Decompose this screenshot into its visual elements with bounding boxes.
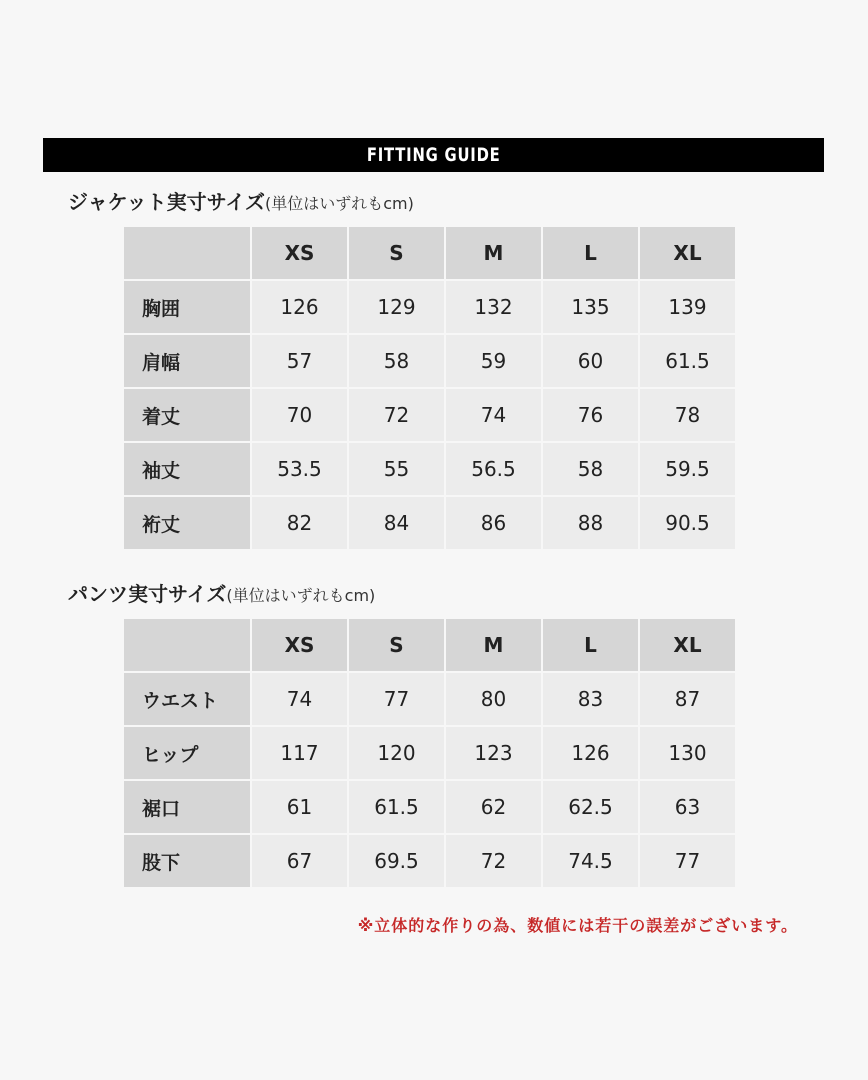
jacket-unit-text: (単位はいずれもcm) (265, 194, 414, 213)
table-cell: 62 (446, 781, 541, 833)
row-label: 股下 (124, 835, 250, 887)
table-cell: 62.5 (543, 781, 638, 833)
table-cell: 72 (349, 389, 444, 441)
table-cell: 82 (252, 497, 347, 549)
table-cell: 130 (640, 727, 735, 779)
row-label: ヒップ (124, 727, 250, 779)
table-cell: 139 (640, 281, 735, 333)
pants-size-table (122, 617, 737, 889)
table-cell: 58 (349, 335, 444, 387)
table-cell: 72 (446, 835, 541, 887)
table-row (124, 389, 735, 441)
size-header-xl: XL (640, 227, 735, 279)
jacket-title-text: ジャケット実寸サイズ (68, 190, 265, 214)
table-cell: 77 (349, 673, 444, 725)
table-cell: 61 (252, 781, 347, 833)
table-cell: 59.5 (640, 443, 735, 495)
table-cell: 74 (252, 673, 347, 725)
pants-title-text: パンツ実寸サイズ (68, 582, 227, 606)
table-cell: 67 (252, 835, 347, 887)
table-cell: 61.5 (349, 781, 444, 833)
table-header-row (124, 619, 735, 671)
table-cell: 63 (640, 781, 735, 833)
jacket-size-table (122, 225, 737, 551)
row-label: 胸囲 (124, 281, 250, 333)
size-header-m: M (446, 619, 541, 671)
table-row (124, 335, 735, 387)
banner-title: FITTING GUIDE (366, 144, 501, 166)
table-cell: 74.5 (543, 835, 638, 887)
table-cell: 120 (349, 727, 444, 779)
table-cell: 57 (252, 335, 347, 387)
row-label: ウエスト (124, 673, 250, 725)
table-cell: 129 (349, 281, 444, 333)
size-header-l: L (543, 227, 638, 279)
row-label: 肩幅 (124, 335, 250, 387)
size-header-s: S (349, 619, 444, 671)
measurement-note: ※立体的な作りの為、数値には若干の誤差がございます。 (357, 916, 798, 935)
row-label: 着丈 (124, 389, 250, 441)
table-corner-cell (124, 619, 250, 671)
size-header-s: S (349, 227, 444, 279)
table-cell: 76 (543, 389, 638, 441)
table-row (124, 673, 735, 725)
table-cell: 77 (640, 835, 735, 887)
size-header-xs: XS (252, 227, 347, 279)
table-cell: 78 (640, 389, 735, 441)
table-row (124, 443, 735, 495)
table-cell: 86 (446, 497, 541, 549)
pants-unit-text: (単位はいずれもcm) (226, 586, 376, 605)
size-header-xs: XS (252, 619, 347, 671)
table-cell: 61.5 (640, 335, 735, 387)
table-cell: 126 (252, 281, 347, 333)
table-cell: 83 (543, 673, 638, 725)
table-cell: 60 (543, 335, 638, 387)
table-row (124, 835, 735, 887)
table-cell: 123 (446, 727, 541, 779)
size-header-l: L (543, 619, 638, 671)
table-cell: 53.5 (252, 443, 347, 495)
fitting-guide-banner (43, 138, 824, 172)
jacket-section-title (68, 186, 414, 215)
table-cell: 90.5 (640, 497, 735, 549)
table-row (124, 281, 735, 333)
table-cell: 58 (543, 443, 638, 495)
table-cell: 56.5 (446, 443, 541, 495)
table-cell: 80 (446, 673, 541, 725)
table-cell: 70 (252, 389, 347, 441)
table-cell: 126 (543, 727, 638, 779)
table-row (124, 781, 735, 833)
table-cell: 117 (252, 727, 347, 779)
pants-section-title (68, 578, 375, 607)
table-cell: 87 (640, 673, 735, 725)
row-label: 袖丈 (124, 443, 250, 495)
table-cell: 132 (446, 281, 541, 333)
table-row (124, 727, 735, 779)
size-header-m: M (446, 227, 541, 279)
table-cell: 69.5 (349, 835, 444, 887)
row-label: 裄丈 (124, 497, 250, 549)
table-header-row (124, 227, 735, 279)
table-cell: 135 (543, 281, 638, 333)
table-corner-cell (124, 227, 250, 279)
table-cell: 88 (543, 497, 638, 549)
table-row (124, 497, 735, 549)
table-cell: 84 (349, 497, 444, 549)
size-header-xl: XL (640, 619, 735, 671)
table-cell: 59 (446, 335, 541, 387)
table-cell: 55 (349, 443, 444, 495)
table-cell: 74 (446, 389, 541, 441)
row-label: 裾口 (124, 781, 250, 833)
